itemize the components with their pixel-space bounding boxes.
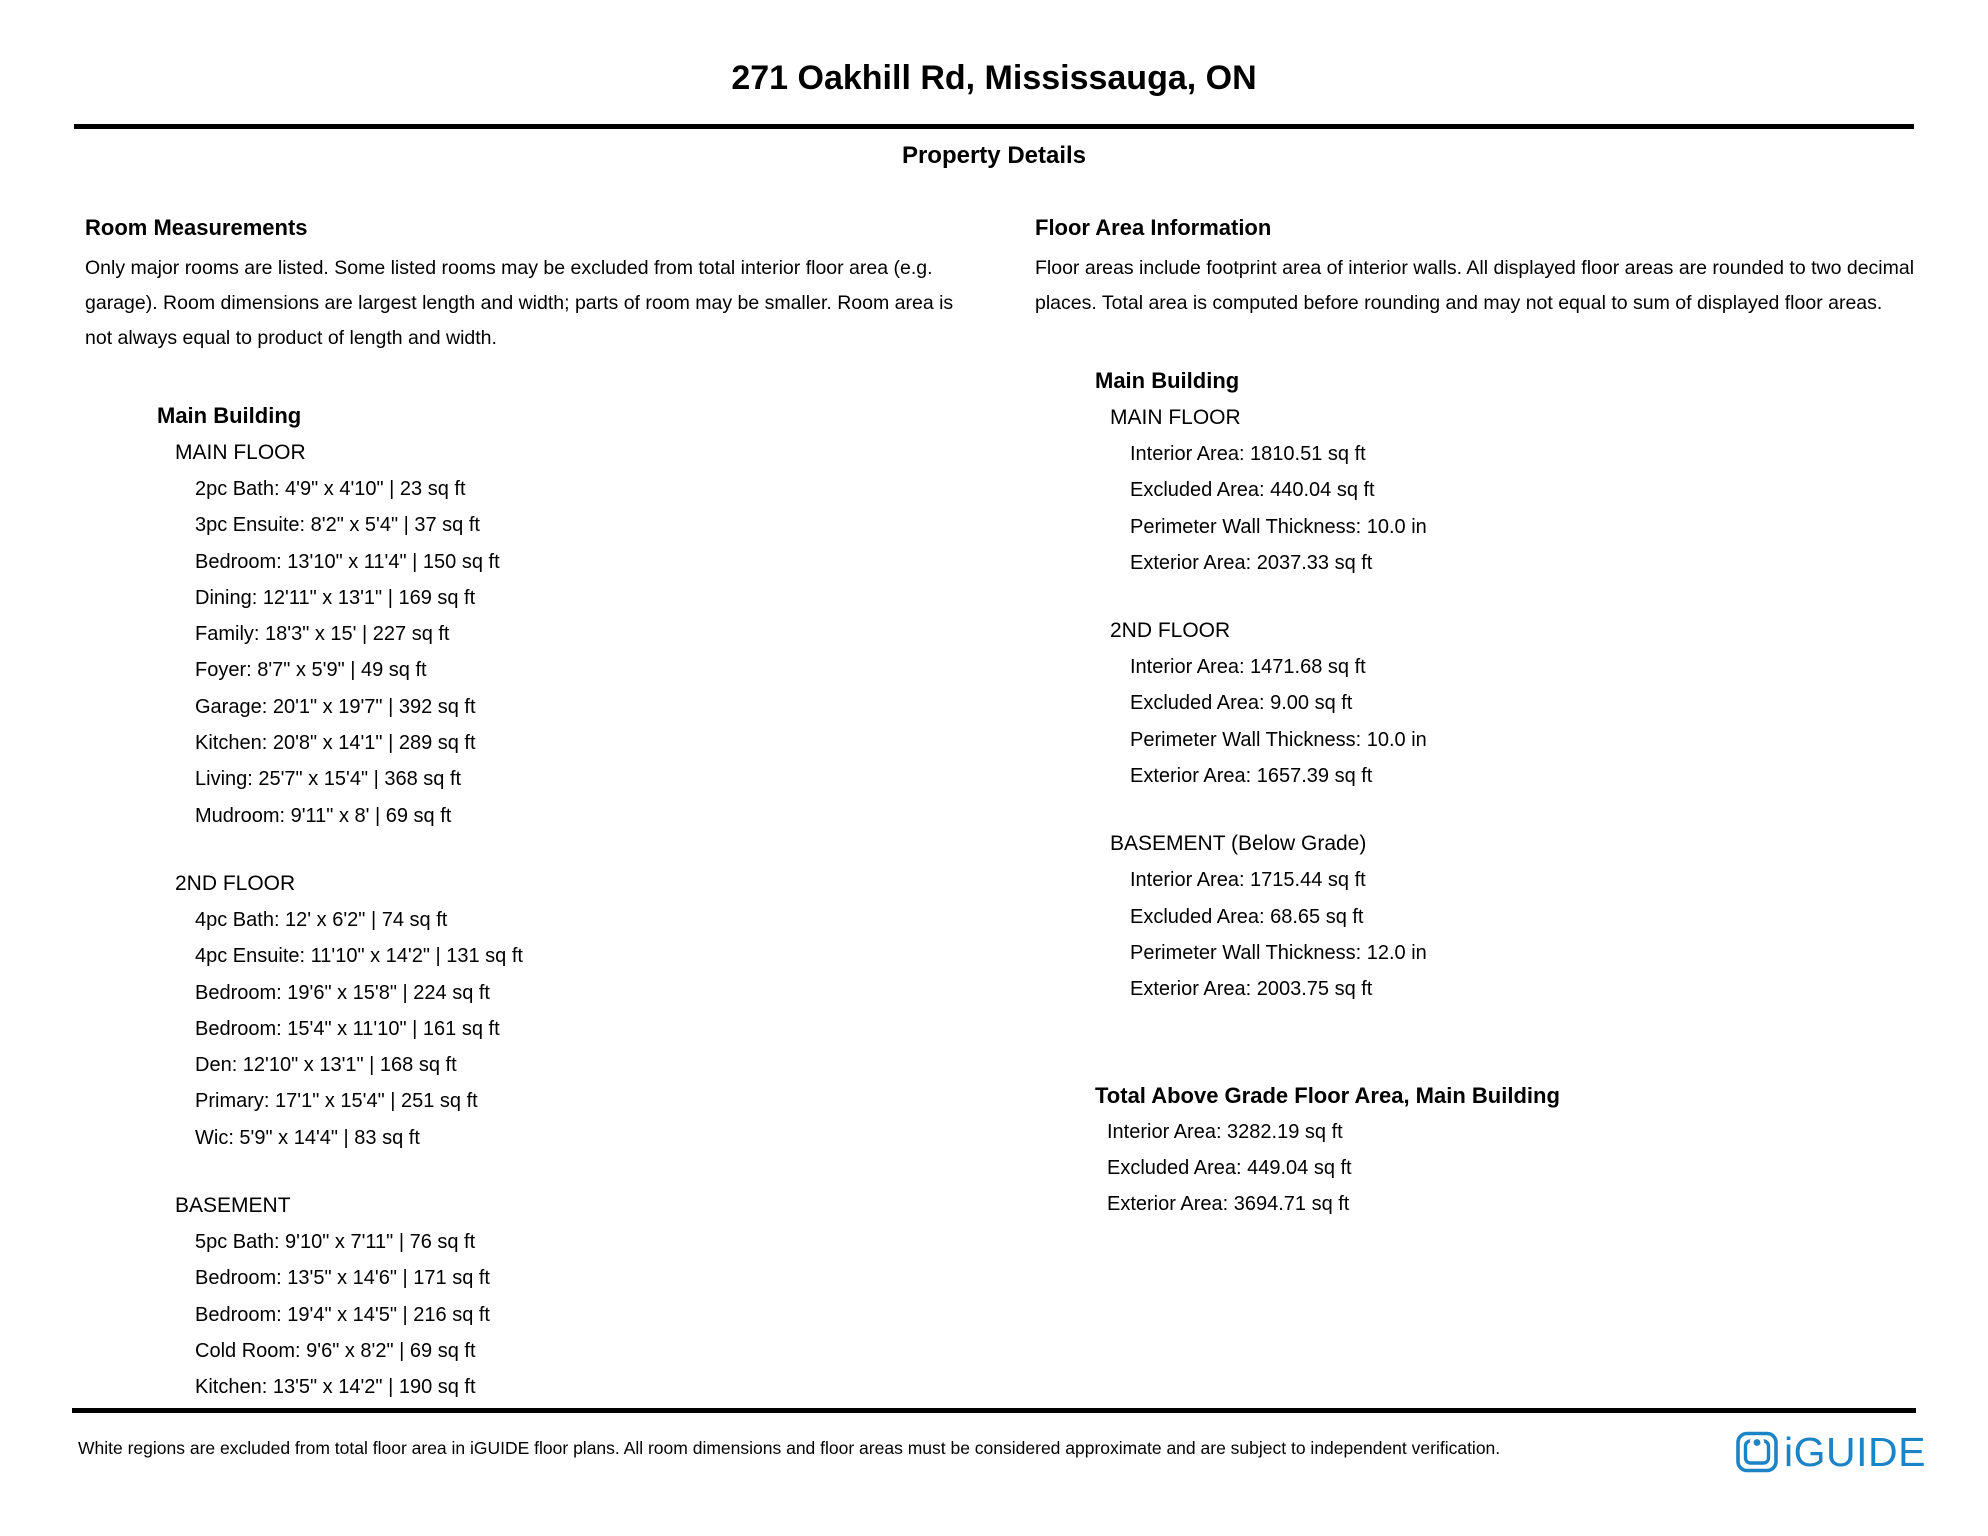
floor-heading: MAIN FLOOR: [175, 441, 306, 464]
total-stat-line: Exterior Area: 3694.71 sq ft: [1107, 1193, 1350, 1216]
floor-heading: 2ND FLOOR: [1110, 619, 1231, 643]
floor-group: [85, 1187, 1035, 1405]
page-header: [0, 58, 1988, 170]
room-measurement-line: Garage: 20'1" x 19'7" | 392 sq ft: [195, 695, 476, 718]
floor-heading: BASEMENT (Below Grade): [1110, 832, 1367, 856]
room-measurement-line: Bedroom: 19'6" x 15'8" | 224 sq ft: [195, 981, 490, 1004]
floor-area-floor-list: [1035, 399, 1945, 1008]
floor-area-stat-line: Perimeter Wall Thickness: 10.0 in: [1130, 728, 1427, 751]
total-above-grade-block: [1035, 1077, 1945, 1223]
room-measurement-line: Kitchen: 20'8" x 14'1" | 289 sq ft: [195, 732, 476, 755]
total-stat-line: Excluded Area: 449.04 sq ft: [1107, 1156, 1352, 1179]
room-measurement-line: Wic: 5'9" x 14'4" | 83 sq ft: [195, 1126, 420, 1149]
disclaimer-text: White regions are excluded from total floor area in iGUIDE floor plans. All room dimensions and floor areas must be considered approximate and are subject to independent verification.: [78, 1438, 1501, 1458]
iguide-camera-icon: [1735, 1430, 1779, 1474]
room-measurement-line: Cold Room: 9'6" x 8'2" | 69 sq ft: [195, 1339, 476, 1362]
room-measurement-line: Family: 18'3" x 15' | 227 sq ft: [195, 623, 450, 646]
total-above-grade-heading: Total Above Grade Floor Area, Main Building: [1095, 1082, 1560, 1108]
floor-area-stat-line: Excluded Area: 9.00 sq ft: [1130, 692, 1353, 715]
floor-heading: MAIN FLOOR: [1110, 406, 1241, 429]
floor-area-heading: Floor Area Information: [1035, 215, 1272, 240]
room-measurement-line: 4pc Bath: 12' x 6'2" | 74 sq ft: [195, 908, 448, 931]
room-measurement-line: Mudroom: 9'11" x 8' | 69 sq ft: [195, 804, 452, 827]
room-measurement-line: Foyer: 8'7" x 5'9" | 49 sq ft: [195, 659, 427, 682]
floor-area-stat-line: Excluded Area: 68.65 sq ft: [1130, 905, 1364, 928]
floor-area-stat-line: Exterior Area: 1657.39 sq ft: [1130, 765, 1373, 788]
building-name: Main Building: [1095, 368, 1240, 393]
floor-area-stat-line: Interior Area: 1471.68 sq ft: [1130, 656, 1366, 679]
room-measurement-line: Den: 12'10" x 13'1" | 168 sq ft: [195, 1054, 457, 1077]
page-footer: [0, 1408, 1988, 1474]
footer-divider: [72, 1408, 1916, 1413]
room-measurement-line: Bedroom: 15'4" x 11'10" | 161 sq ft: [195, 1017, 500, 1040]
floor-area-stat-line: Excluded Area: 440.04 sq ft: [1130, 479, 1375, 502]
floor-group: [85, 434, 1035, 834]
floor-area-stat-line: Perimeter Wall Thickness: 12.0 in: [1130, 941, 1427, 964]
room-measurements-floor-list: [85, 434, 1035, 1406]
room-measurement-line: 2pc Bath: 4'9" x 4'10" | 23 sq ft: [195, 478, 466, 500]
room-measurement-line: Primary: 17'1" x 15'4" | 251 sq ft: [195, 1090, 478, 1113]
room-measurements-heading: Room Measurements: [85, 215, 308, 240]
floor-area-stat-line: Perimeter Wall Thickness: 10.0 in: [1130, 515, 1427, 538]
floor-area-stat-line: Interior Area: 1810.51 sq ft: [1130, 443, 1366, 465]
floor-group: [1035, 825, 1945, 1007]
room-measurement-line: Bedroom: 13'5" x 14'6" | 171 sq ft: [195, 1267, 490, 1290]
iguide-logo-text: iGUIDE: [1784, 1429, 1926, 1475]
total-stat-line: Interior Area: 3282.19 sq ft: [1107, 1120, 1343, 1143]
floor-area-description: Floor areas include footprint area of interior walls. All displayed floor areas are rounded to two decimal places. Total area is computed before rounding and may not equal to sum of displayed floor areas.: [1035, 257, 1915, 314]
room-measurement-line: Bedroom: 13'10" x 11'4" | 150 sq ft: [195, 550, 500, 573]
building-name: Main Building: [157, 403, 302, 428]
floor-area-stat-line: Exterior Area: 2037.33 sq ft: [1130, 551, 1373, 574]
room-measurements-description: Only major rooms are listed. Some listed rooms may be excluded from total interior floor area (e.g. garage). Room dimensions are largest length and width; parts of room may be smaller. Room area is not always equal to product of length and width.: [85, 257, 954, 349]
floor-group: [1035, 612, 1945, 794]
room-measurement-line: Living: 25'7" x 15'4" | 368 sq ft: [195, 768, 462, 791]
room-measurements-section: [0, 214, 1035, 1406]
room-measurement-line: Bedroom: 19'4" x 14'5" | 216 sq ft: [195, 1303, 490, 1326]
room-measurement-line: 5pc Bath: 9'10" x 7'11" | 76 sq ft: [195, 1231, 476, 1254]
floor-heading: 2ND FLOOR: [175, 871, 296, 895]
total-above-grade-stats: [1035, 1114, 1945, 1223]
page-title: 271 Oakhill Rd, Mississauga, ON: [731, 59, 1257, 97]
room-measurement-line: 3pc Ensuite: 8'2" x 5'4" | 37 sq ft: [195, 514, 480, 537]
floor-heading: BASEMENT: [175, 1194, 291, 1218]
room-measurement-line: Kitchen: 13'5" x 14'2" | 190 sq ft: [195, 1376, 476, 1399]
header-divider: [74, 124, 1914, 129]
footer-content: [78, 1430, 1926, 1474]
floor-group: [1035, 399, 1945, 581]
floor-area-section: [1035, 214, 1945, 1406]
floor-group: [85, 865, 1035, 1156]
floor-area-stat-line: Interior Area: 1715.44 sq ft: [1130, 869, 1366, 892]
floor-area-stat-line: Exterior Area: 2003.75 sq ft: [1130, 978, 1373, 1001]
page-subtitle: Property Details: [901, 142, 1087, 169]
iguide-logo: [1735, 1430, 1926, 1474]
content-columns: [0, 214, 1988, 1406]
room-measurement-line: Dining: 12'11" x 13'1" | 169 sq ft: [195, 586, 476, 609]
room-measurement-line: 4pc Ensuite: 11'10" x 14'2" | 131 sq ft: [195, 945, 523, 968]
